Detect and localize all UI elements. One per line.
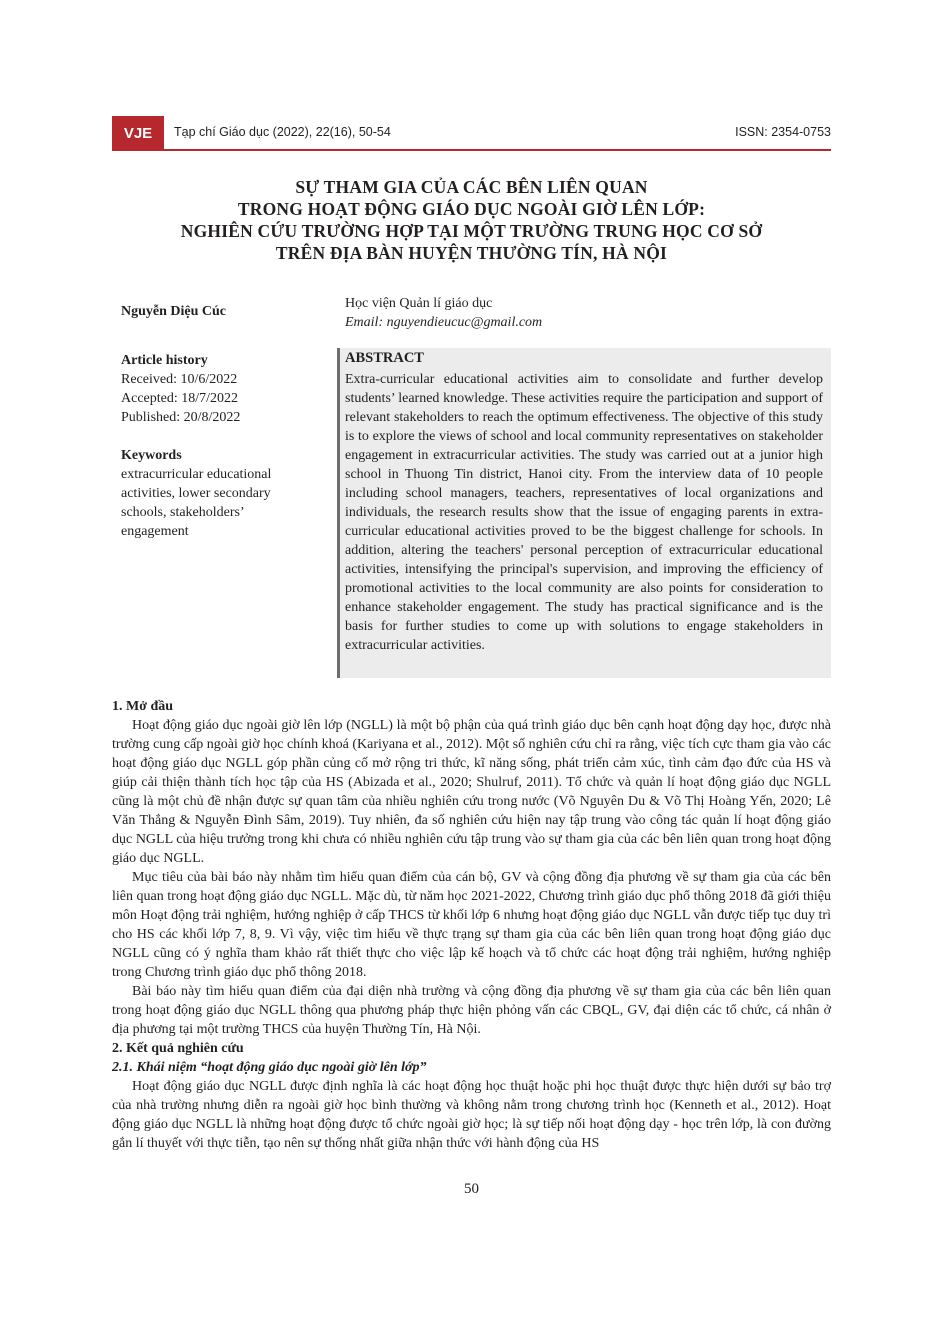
title-line: TRÊN ĐỊA BÀN HUYỆN THƯỜNG TÍN, HÀ NỘI — [275, 243, 668, 263]
subsection-heading: 2.1. Khái niệm “hoạt động giáo dục ngoài giờ lên lớp” — [112, 1060, 427, 1075]
journal-header — [112, 116, 831, 151]
author-email: Email: nguyendieucuc@gmail.com — [345, 315, 543, 330]
page-number: 50 — [464, 1181, 479, 1197]
paragraph: Hoạt động giáo dục NGLL được định nghĩa là các hoạt động học thuật hoặc phi học thuật được thực hiện dưới sự bảo trợ của nhà trường nhưng diễn ra ngoài giờ học bình thường và không nằm trong chương trình học (Kenneth et al., 2012). Hoạt động giáo dục NGLL là những hoạt động được tổ chức ngoài giờ học; là sự tiếp nối hoạt động dạy - học trên lớp, là con đường gắn lí thuyết với thực tiễn, tạo nên sự thống nhất giữa nhận thức với hành động của HS — [112, 1079, 831, 1151]
author-affiliation-block — [345, 294, 542, 332]
abstract-heading: ABSTRACT — [345, 350, 424, 366]
keywords-heading: Keywords — [121, 448, 182, 463]
section-heading: 2. Kết quả nghiên cứu — [112, 1041, 244, 1056]
keywords-line: schools, stakeholders’ — [121, 505, 245, 520]
abstract-bar — [337, 348, 340, 678]
history-heading: Article history — [121, 353, 208, 368]
article-info — [121, 351, 306, 541]
title-line: TRONG HOẠT ĐỘNG GIÁO DỤC NGOÀI GIỜ LÊN LỚP: — [237, 199, 706, 219]
paragraph: Mục tiêu của bài báo này nhằm tìm hiểu quan điểm của cán bộ, GV và cộng đồng địa phương về sự tham gia của các bên liên quan trong hoạt động giáo dục NGLL. Mặc dù, từ năm học 2021-2022, Chương trình giáo dục phổ thông 2018 đã giới thiệu môn Hoạt động trải nghiệm, hướng nghiệp ở cấp THCS từ khối lớp 6 nhưng hoạt động giáo dục NGLL vẫn được tiếp tục duy trì cho HS các khối lớp 7, 8, 9. Vì vậy, việc tìm hiểu về thực trạng sự tham gia của các bên liên quan trong hoạt động giáo dục NGLL cũng có ý nghĩa tham khảo rất thiết thực cho việc lập kế hoạch và tổ chức các hoạt động trải nghiệm, hướng nghiệp trong Chương trình giáo dục phổ thông 2018. — [112, 870, 831, 980]
author-name: Nguyễn Diệu Cúc — [121, 304, 227, 319]
received-date: Received: 10/6/2022 — [121, 372, 238, 387]
keywords-line: activities, lower secondary — [121, 486, 271, 501]
abstract-text: Extra-curricular educational activities aim to consolidate and further develop students’ learned knowledge. These activities require the participation and support of relevant stakeholders to reach the optimum effectiveness. The objective of this study is to explore the views of school and local community representatives on stakeholder engagement in extracurricular activities. The study was carried out at a junior high school in Thuong Tin district, Hanoi city. From the interview data of 10 people including school managers, teachers, representatives of local organizations and individuals, the research results show that the issue of engaging parents in extra-curricular educational activities proved to be the biggest challenge for schools. In addition, altering the teachers' personal perception of extracurricular educational activities, intensifying the principal's supervision, and improving the efficiency of promotional activities to the local community are also points for consideration to enhance stakeholder engagement. The study has practical significance and is the basis for further studies to come up with solutions to engage stakeholders in extracurricular activities. — [345, 372, 823, 653]
journal-issn: ISSN: 2354-0753 — [735, 125, 831, 139]
affiliation: Học viện Quản lí giáo dục — [345, 296, 493, 311]
journal-badge: VJE — [112, 116, 164, 151]
paragraph: Hoạt động giáo dục ngoài giờ lên lớp (NGLL) là một bộ phận của quá trình giáo dục bên cạnh hoạt động dạy học, được nhà trường cung cấp ngoài giờ học chính khoá (Kariyana et al., 2012). Một số nghiên cứu chỉ ra rằng, việc tích cực tham gia vào các hoạt động giáo dục NGLL góp phần củng cố mở rộng tri thức, kĩ năng sống, phát triển cảm xúc, tình cảm đạo đức của HS và giúp cải thiện thành tích học tập của HS (Abizada et al., 2020; Shulruf, 2011). Tổ chức và quản lí hoạt động giáo dục NGLL cũng là một chủ đề nhận được sự quan tâm của nhiều nghiên cứu trong nước (Võ Nguyên Du & Võ Thị Hoàng Yến, 2020; Lê Văn Thắng & Nguyễn Đình Sâm, 2019). Tuy nhiên, đa số nghiên cứu hiện nay tập trung vào công tác quản lí hoạt động giáo dục NGLL của hiệu trưởng trong khi chưa có nhiều nghiên cứu tập trung vào sự tham gia của các bên liên quan trong hoạt động giáo dục NGLL. — [112, 718, 831, 866]
keywords-line: engagement — [121, 524, 189, 539]
accepted-date: Accepted: 18/7/2022 — [121, 391, 239, 406]
keywords-line: extracurricular educational — [121, 467, 272, 482]
published-date: Published: 20/8/2022 — [121, 410, 241, 425]
header-rule — [164, 149, 831, 151]
section-heading: 1. Mở đầu — [112, 699, 174, 714]
abstract-box — [337, 348, 831, 678]
title-line: SỰ THAM GIA CỦA CÁC BÊN LIÊN QUAN — [295, 177, 648, 197]
journal-citation: Tạp chí Giáo dục (2022), 22(16), 50-54 — [174, 125, 391, 139]
article-body — [112, 697, 831, 1153]
title-line: NGHIÊN CỨU TRƯỜNG HỢP TẠI MỘT TRƯỜNG TRUNG HỌC CƠ SỞ — [180, 221, 763, 241]
article-title — [112, 176, 831, 264]
paragraph: Bài báo này tìm hiểu quan điểm của đại diện nhà trường và cộng đồng địa phương về sự tham gia của các bên liên quan trong hoạt động giáo dục NGLL thông qua phương pháp thực hiện phỏng vấn các CBQL, GV, đại diện các tổ chức, cá nhân ở địa phương tại một trường THCS của huyện Thường Tín, Hà Nội. — [112, 984, 831, 1037]
